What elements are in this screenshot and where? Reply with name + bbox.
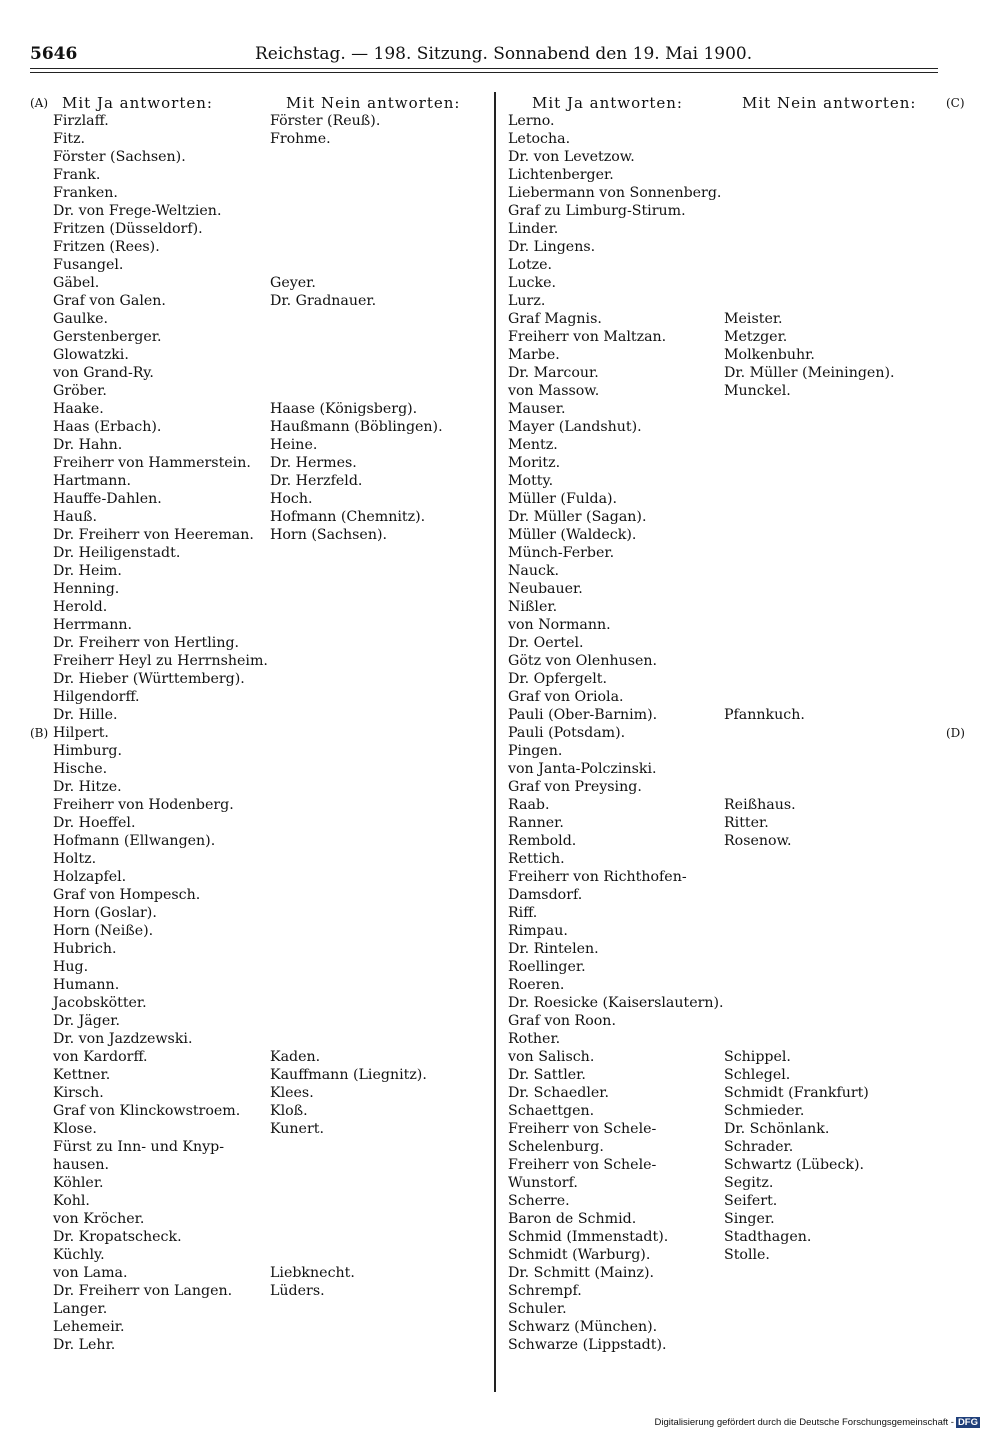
list-item bbox=[724, 616, 944, 634]
list-item bbox=[724, 472, 944, 490]
right-ja-list bbox=[508, 112, 724, 1354]
list-item bbox=[270, 580, 490, 598]
list-item bbox=[270, 184, 490, 202]
list-item bbox=[270, 346, 490, 364]
list-item bbox=[270, 1246, 490, 1264]
list-item: Dr. Heiligenstadt. bbox=[53, 545, 181, 561]
list-item: Neubauer. bbox=[508, 581, 583, 597]
list-item: Metzger. bbox=[724, 329, 788, 345]
list-item: Wunstorf. bbox=[508, 1175, 578, 1191]
list-item: Freiherr Heyl zu Herrnsheim. bbox=[53, 653, 268, 669]
page-title: Reichstag. — 198. Sitzung. Sonnabend den 19. Mai 1900. bbox=[255, 44, 753, 64]
list-item: Scherre. bbox=[508, 1193, 570, 1209]
list-item: Dr. Hoeffel. bbox=[53, 815, 136, 831]
list-item bbox=[270, 1336, 490, 1354]
list-item: Stolle. bbox=[724, 1247, 770, 1263]
list-item bbox=[724, 670, 944, 688]
list-item bbox=[724, 148, 944, 166]
list-item: Fürst zu Inn- und Knyp- bbox=[53, 1139, 225, 1155]
list-item bbox=[270, 256, 490, 274]
list-item bbox=[270, 1300, 490, 1318]
list-item bbox=[270, 940, 490, 958]
list-item: Schlegel. bbox=[724, 1067, 791, 1083]
list-item: Fritzen (Rees). bbox=[53, 239, 160, 255]
list-item bbox=[724, 724, 944, 742]
list-item bbox=[270, 832, 490, 850]
list-item: Kohl. bbox=[53, 1193, 90, 1209]
list-item bbox=[270, 886, 490, 904]
list-item: Glowatzki. bbox=[53, 347, 129, 363]
list-item: von Salisch. bbox=[508, 1049, 595, 1065]
list-item bbox=[270, 166, 490, 184]
list-item bbox=[724, 274, 944, 292]
list-item bbox=[270, 724, 490, 742]
list-item: Schwartz (Lübeck). bbox=[724, 1157, 865, 1173]
left-nein-heading: Mit Nein antworten: bbox=[286, 94, 461, 112]
list-item: Firzlaff. bbox=[53, 113, 109, 129]
page-number: 5646 bbox=[30, 44, 78, 64]
list-item: von Kardorff. bbox=[53, 1049, 148, 1065]
list-item: Dr. Herzfeld. bbox=[270, 473, 363, 489]
list-item: Lichtenberger. bbox=[508, 167, 614, 183]
list-item bbox=[724, 760, 944, 778]
list-item bbox=[270, 868, 490, 886]
list-item bbox=[724, 400, 944, 418]
list-item: Mauser. bbox=[508, 401, 566, 417]
list-item: Rimpau. bbox=[508, 923, 568, 939]
list-item bbox=[270, 1318, 490, 1336]
footer-text: Digitalisierung gefördert durch die Deutsche Forschungsgemeinschaft - bbox=[654, 1417, 954, 1428]
list-item bbox=[724, 238, 944, 256]
list-item: Haußmann (Böblingen). bbox=[270, 419, 443, 435]
list-item bbox=[724, 436, 944, 454]
list-item: Riff. bbox=[508, 905, 538, 921]
footer-credit bbox=[655, 1417, 980, 1428]
list-item: von Normann. bbox=[508, 617, 611, 633]
list-item: Dr. Hermes. bbox=[270, 455, 357, 471]
list-item bbox=[724, 652, 944, 670]
list-item: Lüders. bbox=[270, 1283, 325, 1299]
list-item: Lerno. bbox=[508, 113, 555, 129]
list-item bbox=[270, 328, 490, 346]
list-item bbox=[270, 562, 490, 580]
list-item: Horn (Sachsen). bbox=[270, 527, 387, 543]
list-item bbox=[270, 814, 490, 832]
list-item: Schrader. bbox=[724, 1139, 794, 1155]
list-item bbox=[724, 904, 944, 922]
list-item bbox=[724, 1012, 944, 1030]
list-item: Meister. bbox=[724, 311, 783, 327]
list-item bbox=[724, 418, 944, 436]
list-item: Horn (Neiße). bbox=[53, 923, 154, 939]
list-item bbox=[724, 634, 944, 652]
list-item: Dr. Kropatscheck. bbox=[53, 1229, 182, 1245]
list-item: Hartmann. bbox=[53, 473, 132, 489]
list-item bbox=[270, 652, 490, 670]
list-item: Kettner. bbox=[53, 1067, 111, 1083]
list-item: Graf von Galen. bbox=[53, 293, 166, 309]
list-item bbox=[724, 1282, 944, 1300]
list-item: Roeren. bbox=[508, 977, 565, 993]
list-item: Graf von Preysing. bbox=[508, 779, 642, 795]
list-item bbox=[724, 490, 944, 508]
list-item: Schuler. bbox=[508, 1301, 567, 1317]
list-item: Dr. von Frege-Weltzien. bbox=[53, 203, 222, 219]
list-item bbox=[270, 202, 490, 220]
list-item: Dr. Freiherr von Hertling. bbox=[53, 635, 240, 651]
list-item: Graf von Roon. bbox=[508, 1013, 616, 1029]
list-item bbox=[724, 1030, 944, 1048]
list-item bbox=[724, 454, 944, 472]
list-item: Gröber. bbox=[53, 383, 107, 399]
list-item: Dr. Müller (Meiningen). bbox=[724, 365, 895, 381]
list-item: Dr. Lingens. bbox=[508, 239, 596, 255]
list-item bbox=[270, 1156, 490, 1174]
list-item bbox=[724, 1300, 944, 1318]
list-item: Gerstenberger. bbox=[53, 329, 162, 345]
list-item: Lurz. bbox=[508, 293, 546, 309]
list-item: Graf von Klinckowstroem. bbox=[53, 1103, 241, 1119]
list-item bbox=[724, 958, 944, 976]
list-item: Hilpert. bbox=[53, 725, 109, 741]
list-item: Gaulke. bbox=[53, 311, 108, 327]
list-item bbox=[270, 148, 490, 166]
list-item: Baron de Schmid. bbox=[508, 1211, 637, 1227]
list-item: Schmid (Immenstadt). bbox=[508, 1229, 669, 1245]
list-item bbox=[270, 220, 490, 238]
list-item bbox=[724, 850, 944, 868]
list-item bbox=[724, 976, 944, 994]
list-item bbox=[724, 562, 944, 580]
list-item: Linder. bbox=[508, 221, 559, 237]
list-item: von Grand-Ry. bbox=[53, 365, 154, 381]
list-item: Kaden. bbox=[270, 1049, 321, 1065]
list-item: Graf von Hompesch. bbox=[53, 887, 201, 903]
list-item: Hauß. bbox=[53, 509, 97, 525]
list-item bbox=[270, 1192, 490, 1210]
list-item bbox=[724, 130, 944, 148]
list-item: Müller (Fulda). bbox=[508, 491, 618, 507]
list-item: Damsdorf. bbox=[508, 887, 583, 903]
list-item: Freiherr von Schele- bbox=[508, 1157, 657, 1173]
list-item bbox=[724, 688, 944, 706]
list-item bbox=[270, 958, 490, 976]
list-item: Henning. bbox=[53, 581, 120, 597]
list-item: Dr. Schmitt (Mainz). bbox=[508, 1265, 655, 1281]
list-item: Kauffmann (Liegnitz). bbox=[270, 1067, 427, 1083]
list-item: Pfannkuch. bbox=[724, 707, 805, 723]
list-item bbox=[724, 292, 944, 310]
list-item bbox=[270, 904, 490, 922]
list-item: Molkenbuhr. bbox=[724, 347, 815, 363]
list-item: Rother. bbox=[508, 1031, 561, 1047]
list-item bbox=[724, 1264, 944, 1282]
list-item: Dr. von Levetzow. bbox=[508, 149, 635, 165]
list-item bbox=[724, 940, 944, 958]
list-item bbox=[724, 184, 944, 202]
list-item: Köhler. bbox=[53, 1175, 104, 1191]
list-item: Dr. Gradnauer. bbox=[270, 293, 377, 309]
list-item bbox=[724, 580, 944, 598]
list-item: Liebknecht. bbox=[270, 1265, 355, 1281]
list-item: Götz von Olenhusen. bbox=[508, 653, 658, 669]
list-item: von Janta-Polczinski. bbox=[508, 761, 657, 777]
list-item bbox=[270, 616, 490, 634]
list-item bbox=[270, 1174, 490, 1192]
list-item bbox=[270, 760, 490, 778]
list-item: Dr. Schönlank. bbox=[724, 1121, 830, 1137]
list-item bbox=[270, 1138, 490, 1156]
list-item: Dr. Oertel. bbox=[508, 635, 584, 651]
margin-marker-b: (B) bbox=[30, 726, 49, 740]
list-item: Singer. bbox=[724, 1211, 775, 1227]
list-item: Pauli (Potsdam). bbox=[508, 725, 626, 741]
header-rule-top bbox=[30, 68, 938, 69]
list-item bbox=[724, 742, 944, 760]
list-item: Kloß. bbox=[270, 1103, 308, 1119]
list-item: Fusangel. bbox=[53, 257, 124, 273]
list-item: Kunert. bbox=[270, 1121, 324, 1137]
list-item: Munckel. bbox=[724, 383, 791, 399]
right-nein-heading: Mit Nein antworten: bbox=[742, 94, 917, 112]
right-ja-heading: Mit Ja antworten: bbox=[532, 94, 683, 112]
list-item: Schrempf. bbox=[508, 1283, 582, 1299]
list-item: Graf Magnis. bbox=[508, 311, 602, 327]
list-item bbox=[724, 526, 944, 544]
list-item: Liebermann von Sonnenberg. bbox=[508, 185, 722, 201]
list-item: Dr. Schaedler. bbox=[508, 1085, 610, 1101]
list-item bbox=[270, 976, 490, 994]
column-divider bbox=[494, 92, 496, 1392]
list-item: Förster (Sachsen). bbox=[53, 149, 186, 165]
list-item: Franken. bbox=[53, 185, 118, 201]
list-item: Dr. Opfergelt. bbox=[508, 671, 607, 687]
list-item: Freiherr von Hammerstein. bbox=[53, 455, 251, 471]
list-item: Marbe. bbox=[508, 347, 560, 363]
list-item bbox=[270, 796, 490, 814]
list-item: Frank. bbox=[53, 167, 101, 183]
list-item: Dr. Hieber (Württemberg). bbox=[53, 671, 245, 687]
list-item: Nauck. bbox=[508, 563, 560, 579]
list-item: von Massow. bbox=[508, 383, 600, 399]
list-item bbox=[724, 886, 944, 904]
list-item: Himburg. bbox=[53, 743, 122, 759]
list-item: Hauffe-Dahlen. bbox=[53, 491, 162, 507]
list-item: Dr. Müller (Sagan). bbox=[508, 509, 647, 525]
list-item: Hofmann (Ellwangen). bbox=[53, 833, 216, 849]
list-item: Freiherr von Maltzan. bbox=[508, 329, 667, 345]
list-item bbox=[724, 778, 944, 796]
list-item bbox=[270, 544, 490, 562]
list-item: Dr. Roesicke (Kaiserslautern). bbox=[508, 995, 724, 1011]
list-item bbox=[270, 382, 490, 400]
list-item: Fritzen (Düsseldorf). bbox=[53, 221, 203, 237]
list-item: Münch-Ferber. bbox=[508, 545, 615, 561]
list-item: Moritz. bbox=[508, 455, 561, 471]
list-item: Schelenburg. bbox=[508, 1139, 604, 1155]
list-item: Haase (Königsberg). bbox=[270, 401, 418, 417]
header-rule-bottom bbox=[30, 72, 938, 73]
list-item: Rembold. bbox=[508, 833, 577, 849]
list-item bbox=[724, 202, 944, 220]
list-item bbox=[270, 598, 490, 616]
list-item: Küchly. bbox=[53, 1247, 105, 1263]
list-item: Holzapfel. bbox=[53, 869, 127, 885]
list-item bbox=[724, 166, 944, 184]
list-item: Hubrich. bbox=[53, 941, 117, 957]
list-item: Dr. Freiherr von Langen. bbox=[53, 1283, 233, 1299]
left-ja-heading: Mit Ja antworten: bbox=[62, 94, 213, 112]
list-item bbox=[270, 706, 490, 724]
list-item bbox=[724, 994, 944, 1012]
list-item: Dr. Freiherr von Heereman. bbox=[53, 527, 254, 543]
list-item: Hilgendorff. bbox=[53, 689, 140, 705]
list-item: Mayer (Landshut). bbox=[508, 419, 642, 435]
list-item: Haake. bbox=[53, 401, 104, 417]
list-item bbox=[270, 742, 490, 760]
list-item: Freiherr von Richthofen- bbox=[508, 869, 687, 885]
list-item: Lotze. bbox=[508, 257, 553, 273]
list-item: Schwarz (München). bbox=[508, 1319, 658, 1335]
list-item: Graf zu Limburg-Stirum. bbox=[508, 203, 686, 219]
list-item bbox=[270, 238, 490, 256]
list-item: Freiherr von Schele- bbox=[508, 1121, 657, 1137]
list-item: Schippel. bbox=[724, 1049, 791, 1065]
list-item bbox=[270, 364, 490, 382]
list-item: hausen. bbox=[53, 1157, 110, 1173]
list-item: Herrmann. bbox=[53, 617, 133, 633]
list-item bbox=[270, 994, 490, 1012]
list-item: Rosenow. bbox=[724, 833, 792, 849]
list-item: Heine. bbox=[270, 437, 318, 453]
list-item bbox=[724, 508, 944, 526]
list-item: Lehemeir. bbox=[53, 1319, 125, 1335]
list-item: Hoch. bbox=[270, 491, 313, 507]
list-item bbox=[270, 1030, 490, 1048]
list-item: Gäbel. bbox=[53, 275, 100, 291]
list-item: Schmidt (Warburg). bbox=[508, 1247, 651, 1263]
list-item: Rettich. bbox=[508, 851, 565, 867]
list-item bbox=[270, 310, 490, 328]
list-item: Klees. bbox=[270, 1085, 314, 1101]
list-item: von Kröcher. bbox=[53, 1211, 145, 1227]
list-item: Letocha. bbox=[508, 131, 571, 147]
list-item: Humann. bbox=[53, 977, 120, 993]
list-item: Langer. bbox=[53, 1301, 108, 1317]
list-item: Holtz. bbox=[53, 851, 97, 867]
list-item bbox=[724, 868, 944, 886]
list-item: Geyer. bbox=[270, 275, 316, 291]
list-item bbox=[724, 598, 944, 616]
list-item: Dr. Hille. bbox=[53, 707, 118, 723]
list-item bbox=[270, 778, 490, 796]
list-item: Hofmann (Chemnitz). bbox=[270, 509, 426, 525]
list-item bbox=[724, 220, 944, 238]
list-item bbox=[270, 1012, 490, 1030]
list-item: Dr. Lehr. bbox=[53, 1337, 116, 1353]
list-item: von Lama. bbox=[53, 1265, 128, 1281]
list-item bbox=[724, 544, 944, 562]
list-item bbox=[270, 670, 490, 688]
list-item bbox=[270, 1210, 490, 1228]
list-item: Dr. Hitze. bbox=[53, 779, 122, 795]
list-item: Pingen. bbox=[508, 743, 563, 759]
list-item: Dr. Marcour. bbox=[508, 365, 599, 381]
list-item bbox=[270, 688, 490, 706]
margin-marker-c: (C) bbox=[946, 96, 965, 110]
list-item: Schmidt (Frankfurt) bbox=[724, 1085, 869, 1101]
list-item: Ritter. bbox=[724, 815, 769, 831]
list-item: Klose. bbox=[53, 1121, 97, 1137]
margin-marker-d: (D) bbox=[946, 726, 965, 740]
list-item: Mentz. bbox=[508, 437, 558, 453]
list-item: Schmieder. bbox=[724, 1103, 805, 1119]
list-item: Hug. bbox=[53, 959, 89, 975]
list-item: Jacobskötter. bbox=[53, 995, 147, 1011]
list-item: Horn (Goslar). bbox=[53, 905, 157, 921]
right-nein-list bbox=[724, 112, 944, 1354]
list-item: Raab. bbox=[508, 797, 550, 813]
list-item: Förster (Reuß). bbox=[270, 113, 381, 129]
list-item: Ranner. bbox=[508, 815, 564, 831]
list-item: Nißler. bbox=[508, 599, 558, 615]
list-item: Dr. Sattler. bbox=[508, 1067, 586, 1083]
left-ja-list bbox=[53, 112, 268, 1354]
list-item: Dr. Jäger. bbox=[53, 1013, 120, 1029]
list-item: Haas (Erbach). bbox=[53, 419, 162, 435]
list-item: Dr. Hahn. bbox=[53, 437, 123, 453]
list-item bbox=[724, 1336, 944, 1354]
list-item: Kirsch. bbox=[53, 1085, 104, 1101]
list-item: Segitz. bbox=[724, 1175, 774, 1191]
list-item: Graf von Oriola. bbox=[508, 689, 624, 705]
list-item bbox=[270, 850, 490, 868]
list-item: Dr. Rintelen. bbox=[508, 941, 599, 957]
list-item bbox=[270, 922, 490, 940]
list-item bbox=[270, 1228, 490, 1246]
list-item: Dr. Heim. bbox=[53, 563, 122, 579]
dfg-logo: DFG bbox=[957, 1417, 978, 1428]
list-item: Fitz. bbox=[53, 131, 86, 147]
list-item: Reißhaus. bbox=[724, 797, 796, 813]
list-item: Schwarze (Lippstadt). bbox=[508, 1337, 667, 1353]
list-item: Frohme. bbox=[270, 131, 331, 147]
list-item: Stadthagen. bbox=[724, 1229, 812, 1245]
list-item: Herold. bbox=[53, 599, 108, 615]
list-item: Schaettgen. bbox=[508, 1103, 595, 1119]
list-item bbox=[724, 112, 944, 130]
list-item: Müller (Waldeck). bbox=[508, 527, 637, 543]
list-item: Dr. von Jazdzewski. bbox=[53, 1031, 193, 1047]
list-item bbox=[724, 1318, 944, 1336]
margin-marker-a: (A) bbox=[30, 96, 49, 110]
list-item bbox=[724, 922, 944, 940]
list-item: Pauli (Ober-Barnim). bbox=[508, 707, 658, 723]
page-header bbox=[30, 44, 938, 68]
left-nein-list bbox=[270, 112, 490, 1354]
list-item bbox=[724, 256, 944, 274]
list-item: Hische. bbox=[53, 761, 108, 777]
list-item: Motty. bbox=[508, 473, 554, 489]
list-item bbox=[270, 634, 490, 652]
list-item: Freiherr von Hodenberg. bbox=[53, 797, 234, 813]
list-item: Roellinger. bbox=[508, 959, 586, 975]
list-item: Seifert. bbox=[724, 1193, 778, 1209]
list-item: Lucke. bbox=[508, 275, 557, 291]
